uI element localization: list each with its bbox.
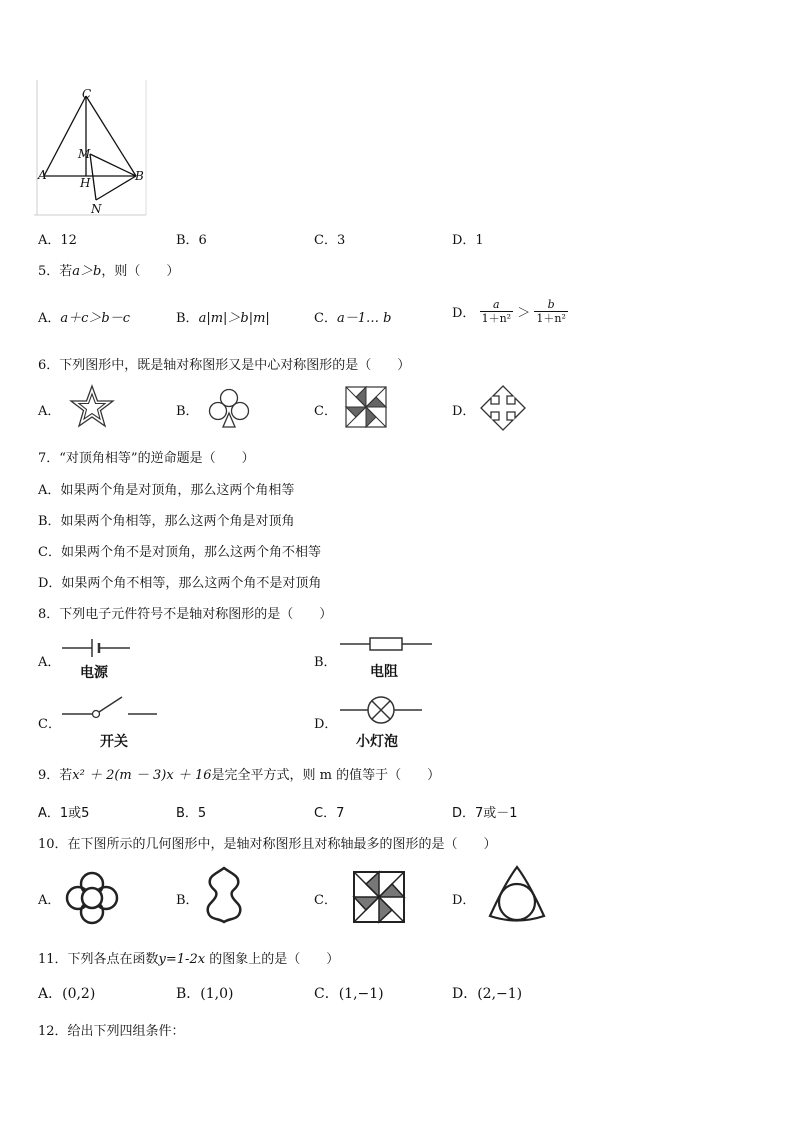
q6-label-c: C． [314,404,337,419]
four-petal-flower-icon [64,870,120,926]
q8-label-b: B． [314,655,337,670]
q9-option-b: B．5 [176,806,207,821]
q11-option-d: D．(2,−1) [452,986,523,1002]
q4-option-d: D．1 [452,233,484,248]
q9-stem: 9．若x² ＋ 2(m － 3)x ＋ 16是完全平方式，则 m 的值等于（ ） [38,768,441,783]
resistor-symbol-icon [340,634,432,654]
triangle-diagram [34,80,154,220]
q5-stem: 5．若a＞b，则（ ） [38,264,180,279]
q10-label-a: A． [38,893,61,908]
q4-option-c: C．3 [314,233,346,248]
q7-option-b: B．如果两个角相等，那么这两个角是对顶角 [38,514,295,529]
star-icon [68,384,116,430]
q11-stem: 11．下列各点在函数y=1-2x 的图象上的是（ ） [38,952,340,967]
pinwheel-icon [345,386,387,428]
q6-stem: 6．下列图形中，既是轴对称图形又是中心对称图形的是（ ） [38,358,411,373]
label-c: C [82,87,92,101]
q5-option-d: D． $\frac{a}{\text{1＋n²}}$ ＞ $\frac{b}{\text{1＋n²}}$ [452,298,566,325]
battery-symbol-icon [62,636,132,660]
label-m: M [78,147,91,161]
q11-option-c: C．(1,−1) [314,986,384,1002]
caption-switch: 开关 [100,734,128,750]
label-a: A [38,168,47,182]
q10-label-c: C． [314,893,337,908]
q11-option-a: A．(0,2) [38,986,96,1002]
q9-option-d: D．7或－1 [452,806,518,821]
label-h: H [80,176,91,190]
q10-label-d: D． [452,893,476,908]
trefoil-knot-icon [486,864,548,926]
q6-label-b: B． [176,404,199,419]
label-n: N [91,202,102,216]
q9-option-a: A．1或5 [38,806,90,821]
four-arrows-icon [480,385,526,431]
q4-option-a: A．12 [38,233,77,248]
q8-stem: 8．下列电子元件符号不是轴对称图形的是（ ） [38,607,333,622]
q6-label-d: D． [452,404,476,419]
q5-option-c: C．a－1… b [314,311,392,326]
q10-stem: 10．在下图所示的几何图形中，是轴对称图形且对称轴最多的图形的是（ ） [38,837,497,852]
q11-option-b: B．(1,0) [176,986,234,1002]
q8-label-c: C． [38,717,61,732]
q7-option-a: A．如果两个角是对顶角，那么这两个角相等 [38,483,295,498]
q5-option-b: B．a|m|＞b|m| [176,311,270,326]
q7-option-d: D．如果两个角不相等，那么这两个角不是对顶角 [38,576,322,591]
q4-option-b: B．6 [176,233,207,248]
q9-option-c: C．7 [314,806,345,821]
label-b: B [135,169,144,183]
q6-label-a: A． [38,404,61,419]
club-icon [207,386,251,430]
bulb-shape-icon [204,866,244,924]
caption-small-bulb: 小灯泡 [356,734,398,750]
q12-stem: 12．给出下列四组条件： [38,1024,185,1039]
caption-resistor: 电阻 [370,664,398,680]
lamp-symbol-icon [340,695,422,725]
caption-power-source: 电源 [80,665,108,681]
q7-option-c: C．如果两个角不是对顶角，那么这两个角不相等 [38,545,321,560]
q5-option-a: A．a＋c＞b－c [38,311,131,326]
q10-label-b: B． [176,893,199,908]
q8-label-a: A． [38,655,61,670]
q7-stem: 7．“对顶角相等”的逆命题是（ ） [38,451,255,466]
switch-symbol-icon [62,694,158,720]
pinwheel-icon [352,870,406,924]
q8-label-d: D． [314,717,338,732]
